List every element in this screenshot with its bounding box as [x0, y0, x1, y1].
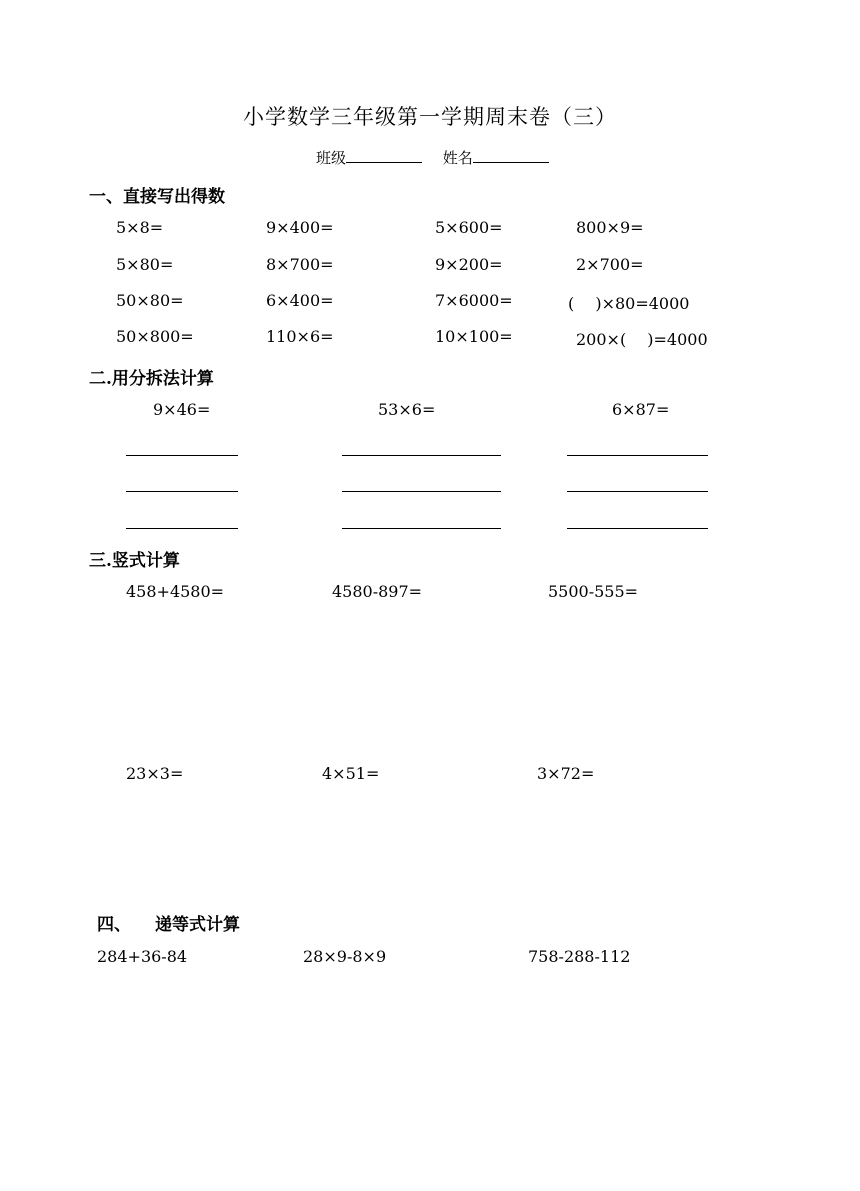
oral-question: 2×700=: [576, 255, 644, 274]
oral-question: 7×6000=: [435, 291, 513, 310]
answer-line[interactable]: [126, 491, 238, 492]
section-4-heading: 递等式计算: [155, 915, 240, 935]
answer-line[interactable]: [567, 491, 708, 492]
vertical-question: 4580-897=: [332, 582, 423, 601]
vertical-question: 5500-555=: [548, 582, 639, 601]
oral-question: ( )×80=4000: [568, 294, 690, 313]
oral-question: 5×600=: [435, 218, 503, 237]
section-4-number: 四、: [97, 915, 131, 935]
section-2-heading: 二.用分拆法计算: [89, 369, 214, 389]
name-blank[interactable]: [473, 148, 549, 163]
vertical-question: 23×3=: [126, 764, 184, 783]
oral-question: 10×100=: [435, 327, 513, 346]
oral-question: 50×800=: [116, 327, 194, 346]
oral-question: 110×6=: [266, 327, 334, 346]
answer-line[interactable]: [342, 528, 501, 529]
answer-line[interactable]: [567, 455, 708, 456]
oral-question: 5×8=: [116, 218, 164, 237]
stepwise-question: 284+36-84: [97, 947, 188, 966]
split-question: 6×87=: [612, 400, 670, 419]
section-3-heading: 三.竖式计算: [89, 551, 180, 571]
vertical-question: 3×72=: [537, 764, 595, 783]
oral-question: 50×80=: [116, 291, 184, 310]
oral-question: 8×700=: [266, 255, 334, 274]
page-title: 小学数学三年级第一学期周末卷（三）: [243, 105, 617, 129]
vertical-question: 4×51=: [322, 764, 380, 783]
oral-question: 5×80=: [116, 255, 174, 274]
oral-question: 9×400=: [266, 218, 334, 237]
stepwise-question: 758-288-112: [528, 947, 631, 966]
name-label: 姓名: [442, 149, 473, 167]
split-question: 53×6=: [378, 400, 436, 419]
oral-question: 9×200=: [435, 255, 503, 274]
oral-question: 200×( )=4000: [576, 330, 708, 349]
answer-line[interactable]: [342, 491, 501, 492]
oral-question: 800×9=: [576, 218, 644, 237]
answer-line[interactable]: [126, 528, 238, 529]
section-1-heading: 一、直接写出得数: [89, 187, 225, 207]
answer-line[interactable]: [342, 455, 501, 456]
class-label: 班级: [316, 149, 347, 167]
class-blank[interactable]: [346, 148, 422, 163]
stepwise-question: 28×9-8×9: [303, 947, 387, 966]
vertical-question: 458+4580=: [126, 582, 225, 601]
oral-question: 6×400=: [266, 291, 334, 310]
student-info: [316, 147, 549, 168]
answer-line[interactable]: [567, 528, 708, 529]
answer-line[interactable]: [126, 455, 238, 456]
split-question: 9×46=: [153, 400, 211, 419]
